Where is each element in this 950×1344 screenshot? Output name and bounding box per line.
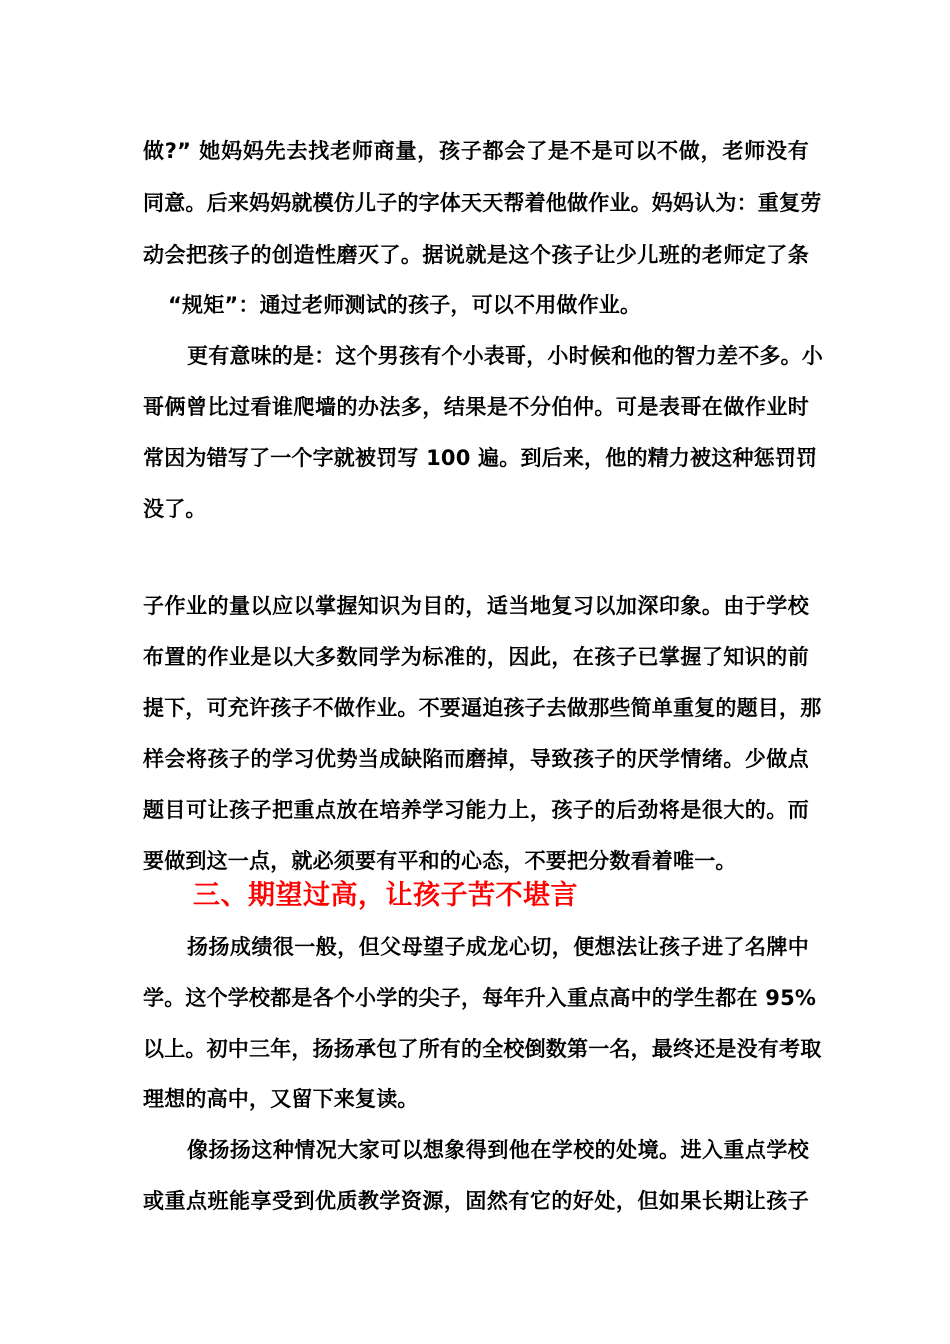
section-heading: 三、期望过高，让孩子苦不堪言 (193, 880, 578, 911)
paragraph-5-line-1: 像扬扬这种情况大家可以想象得到他在学校的处境。进入重点学校 (187, 1138, 809, 1162)
paragraph-4-line-3: 以上。初中三年，扬扬承包了所有的全校倒数第一名，最终还是没有考取 (143, 1037, 822, 1061)
paragraph-3-line-2: 布置的作业是以大多数同学为标准的，因此，在孩子已掌握了知识的前 (143, 645, 809, 669)
paragraph-1-line-2: 同意。后来妈妈就模仿儿子的字体天天帮着他做作业。妈妈认为：重复劳 (143, 191, 822, 215)
paragraph-4-line-2: 学。这个学校都是各个小学的尖子，每年升入重点高中的学生都在 95% (143, 986, 817, 1010)
paragraph-2-line-3: 常因为错写了一个字就被罚写 100 遍。到后来，他的精力被这种惩罚罚 (143, 446, 818, 470)
paragraph-4-line-1: 扬扬成绩很一般，但父母望子成龙心切，便想法让孩子进了名牌中 (187, 935, 809, 959)
paragraph-5-line-2: 或重点班能享受到优质教学资源，固然有它的好处，但如果长期让孩子 (143, 1189, 809, 1213)
paragraph-2-line-2: 哥俩曾比过看谁爬墙的办法多，结果是不分伯仲。可是表哥在做作业时 (143, 395, 809, 419)
paragraph-3-line-1: 子作业的量以应以掌握知识为目的，适当地复习以加深印象。由于学校 (143, 594, 809, 618)
paragraph-2-line-4: 没了。 (143, 497, 207, 521)
paragraph-4-line-4: 理想的高中，又留下来复读。 (143, 1087, 419, 1111)
paragraph-3-line-3: 提下，可充许孩子不做作业。不要逼迫孩子去做那些简单重复的题目，那 (143, 696, 822, 720)
paragraph-1-line-3: 动会把孩子的创造性磨灭了。据说就是这个孩子让少儿班的老师定了条 (143, 243, 809, 267)
paragraph-3-line-4: 样会将孩子的学习优势当成缺陷而磨掉，导致孩子的厌学情绪。少做点 (143, 747, 809, 771)
paragraph-2-line-1: 更有意味的是：这个男孩有个小表哥，小时候和他的智力差不多。小 (187, 344, 823, 368)
paragraph-1-line-1: 做?” 她妈妈先去找老师商量，孩子都会了是不是可以不做，老师没有 (143, 139, 809, 163)
paragraph-3-line-6: 要做到这一点，就必须要有平和的心态，不要把分数看着唯一。 (143, 849, 737, 873)
paragraph-1-line-4: “规矩”：通过老师测试的孩子，可以不用做作业。 (168, 293, 642, 317)
paragraph-3-line-5: 题目可让孩子把重点放在培养学习能力上，孩子的后劲将是很大的。而 (143, 798, 809, 822)
